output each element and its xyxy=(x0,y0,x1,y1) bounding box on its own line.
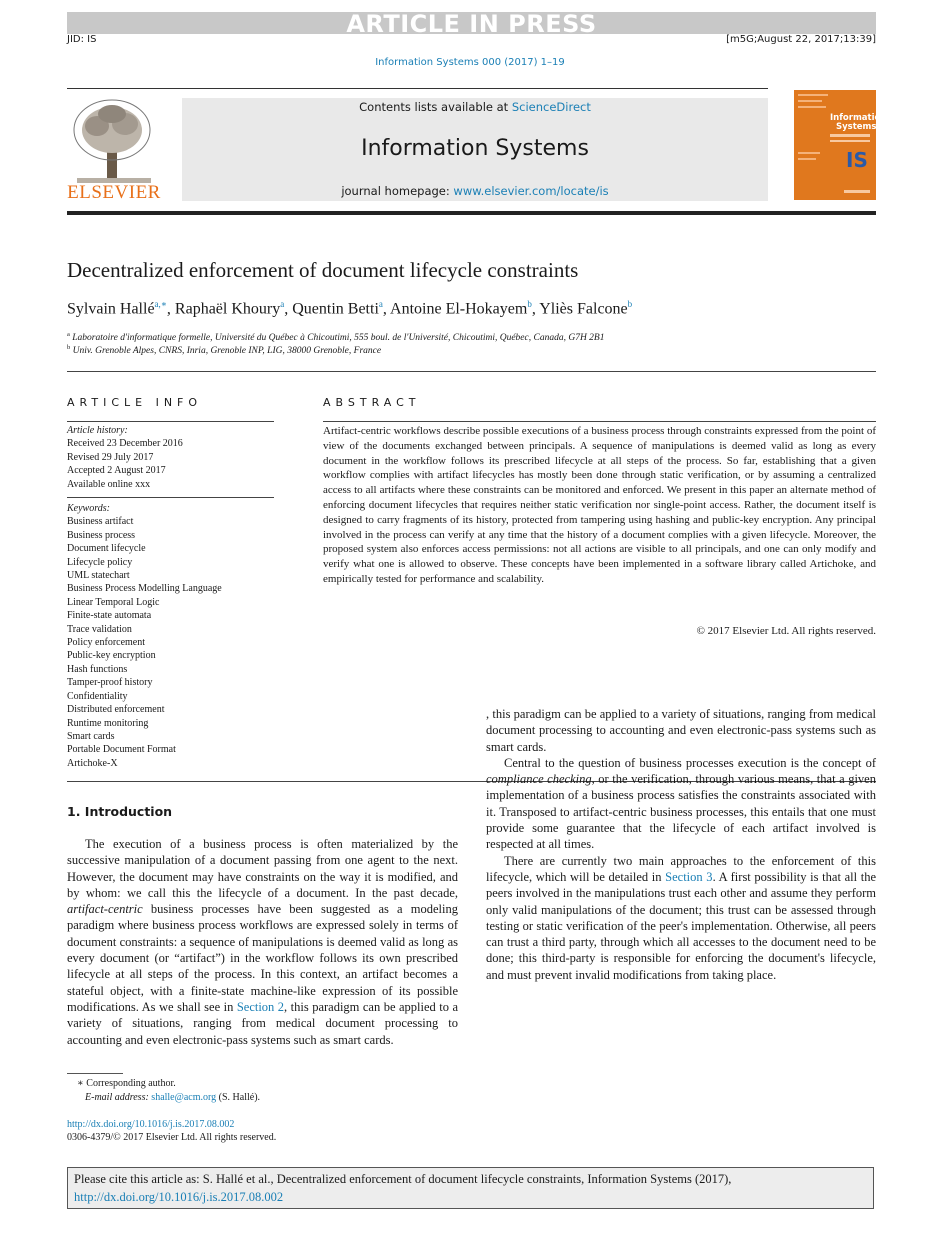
author-name: Yliès Falcone xyxy=(539,300,628,318)
keyword-item: Smart cards xyxy=(67,730,115,742)
header-top-rule xyxy=(67,88,768,89)
author-name: Antoine El-Hokayem xyxy=(390,300,528,318)
keyword-item: Portable Document Format xyxy=(67,744,176,756)
author-list: Sylvain Hallé$^{a,∗}$, Raphaël Khoury$^a$, Quentin Betti$^a$, Antoine El-Hokayem$^b$, Yliès Falcone$^b$ xyxy=(67,299,633,318)
history-label: Article history: xyxy=(67,425,128,436)
jid-label: JID: IS xyxy=(67,34,97,45)
author-affiliation-mark[interactable]: a,∗ xyxy=(154,299,167,309)
abstract-rule xyxy=(323,421,876,422)
intro-paragraph-2: Central to the question of business processes execution is the concept of compliance checking, or the verification, through various means, that a given implementation of a business process satisfies the constraints associated with it. Transposed to artifact-centric business processes, this entails that one must provide some guarantee that the lifecycle of each artifact involved is respected at all times. xyxy=(486,755,876,852)
citation-box xyxy=(67,1167,874,1209)
journal-header-box xyxy=(182,98,768,201)
front-matter-divider xyxy=(67,371,876,372)
article-info-heading: ARTICLE INFO xyxy=(67,396,203,409)
abstract-heading: ABSTRACT xyxy=(323,396,421,409)
keyword-item: Trace validation xyxy=(67,623,132,635)
email-note: E-mail address: shalle@acm.org (S. Hallé). xyxy=(85,1092,261,1103)
keyword-item: Distributed enforcement xyxy=(67,704,165,716)
doi-link[interactable]: http://dx.doi.org/10.1016/j.is.2017.08.002 xyxy=(67,1119,235,1130)
author-name: Quentin Betti xyxy=(292,300,379,318)
intro-paragraph-1-continued: , this paradigm can be applied to a variety of situations, ranging from medical document processing to accounting and even electronic-pass systems such as smart cards. xyxy=(486,707,876,754)
keywords-label: Keywords: xyxy=(67,503,110,514)
affiliation-b: $^b$ Univ. Grenoble Alpes, CNRS, Inria, Grenoble INP, LIG, 38000 Grenoble, France xyxy=(67,344,382,357)
journal-reference[interactable]: Information Systems 000 (2017) 1–19 xyxy=(375,57,565,68)
keyword-item: Document lifecycle xyxy=(67,543,146,555)
footnote-rule xyxy=(67,1073,123,1074)
intro-paragraph-1: The execution of a business process is often materialized by the successive manipulation of a document passing from one agent to the next. However, the document may have constraints on the way it is modified, and by whom: we call this the lifecycle of a document. In the past decade, artifact-centric business processes have been suggested as a modeling paradigm where business process workflows are expressed solely in terms of document constraints: a sequence of manipulations is deemed valid as long as every document (or “artifact”) in the workflow follows its own prescribed lifecycle at all steps of the process. In this context, an artifact becomes a stateful object, with a finite-state machine-like expression of its possible modifications. As we shall see in Section 2, this paradigm can be applied to a variety of situations, ranging from medical document processing to accounting and even electronic-pass systems such as smart cards. xyxy=(67,837,458,1047)
affiliation-b-mark: b xyxy=(67,344,71,351)
keyword-item: Business artifact xyxy=(67,516,134,528)
citation-text: Please cite this article as: S. Hallé et al., Decentralized enforcement of document lifecycle constraints, Information Systems (2017), xyxy=(74,1172,732,1186)
section-2-link[interactable]: Section 2 xyxy=(236,999,285,1014)
build-stamp: [m5G;August 22, 2017;13:39] xyxy=(726,34,876,45)
keyword-item: Confidentiality xyxy=(67,690,128,702)
keyword-item: Finite-state automata xyxy=(67,610,152,622)
keyword-item: Business Process Modelling Language xyxy=(67,583,222,595)
author-affiliation-mark[interactable]: b xyxy=(527,299,532,309)
keywords-list xyxy=(67,502,274,770)
article-info-rule xyxy=(67,421,274,422)
keyword-item: Tamper-proof history xyxy=(67,677,153,689)
author-email-link[interactable]: shalle@acm.org xyxy=(151,1092,217,1103)
homepage-prefix: journal homepage: xyxy=(341,184,454,198)
journal-cover-thumbnail xyxy=(794,90,887,200)
affiliation-a: $^a$ Laboratoire d'informatique formelle, Université du Québec à Chicoutimi, 555 boul. de l'Université, Chicoutimi, Québec, Canada, G7H 2B1 xyxy=(67,331,605,344)
footnote-mark: ∗ xyxy=(77,1078,84,1089)
author-affiliation-mark[interactable]: b xyxy=(627,299,633,309)
cover-title-1: Information xyxy=(830,113,887,123)
abstract-text: Artifact-centric workflows describe possible executions of a business process through constraints expressed from the point of view of the documents exchanged between principals. A sequence of manipulations is deemed valid as long as every document in the workflow follows its prescribed lifecycle at all steps of the process. So far, establishing that a given workflow complies with artifact lifecycles has mostly been done through static verification, or by assuming a centralized access to all artifacts where these constraints can be monitored and enforced. We present in this paper an alternate method of enforcing document lifecycles that requires neither static verification nor single-point access. Rather, the document itself is designed to carry fragments of its history, protected from tampering using hashing and public-key encryption. Any principal involved in the process can verify at any time that the history of a document complies with a given lifecycle. Moreover, the proposed system also enforces access permissions: not all actions are visible to all principals, and one can only modify and verify what one is allowed to observe. These concepts have been implemented in a software library called Artichoke, and empirically tested for performance and scalability. xyxy=(323,425,876,585)
publisher-name: ELSEVIER xyxy=(67,182,161,203)
keyword-item: Linear Temporal Logic xyxy=(67,596,160,608)
journal-homepage-link[interactable]: www.elsevier.com/locate/is xyxy=(453,184,609,198)
keyword-item: Business process xyxy=(67,529,136,541)
article-title: Decentralized enforcement of document lifecycle constraints xyxy=(67,258,579,282)
affiliation-a-mark: a xyxy=(67,331,70,338)
intro-paragraph-3: There are currently two main approaches to the enforcement of this lifecycle, which will be detailed in Section 3. A first possibility is that all the peers involved in the manipulations trust each other and assume they perform only valid manipulations of the document; this trust can be assessed through testing or static verification of the peer's implementation. Otherwise, all peers can trust a third party, through which all accesses to the document need to be done; this third-party is responsible for enforcing the document's lifecycle, and must prevent invalid modifications from taking place. xyxy=(486,853,876,982)
keyword-item: Policy enforcement xyxy=(67,637,146,649)
homepage-line xyxy=(182,184,768,198)
author-name: Raphaël Khoury xyxy=(174,300,281,318)
keyword-item: Hash functions xyxy=(67,663,128,675)
body-right-column xyxy=(486,707,876,1099)
journal-name: Information Systems xyxy=(361,136,589,161)
header-bottom-rule xyxy=(67,211,876,215)
section-3-link[interactable]: Section 3 xyxy=(665,869,713,884)
introduction-heading: 1. Introduction xyxy=(67,804,173,819)
keyword-item: Lifecycle policy xyxy=(67,556,133,568)
article-history xyxy=(67,424,274,491)
cover-is-logo: IS xyxy=(846,148,868,172)
contents-prefix: Contents lists available at xyxy=(359,100,512,114)
contents-line xyxy=(182,100,768,114)
sciencedirect-link[interactable]: ScienceDirect xyxy=(511,100,591,114)
citation-doi-link[interactable]: http://dx.doi.org/10.1016/j.is.2017.08.002 xyxy=(74,1190,284,1204)
author-affiliation-mark[interactable]: a xyxy=(378,299,383,309)
received-date: Received 23 December 2016 xyxy=(67,438,183,450)
cover-title-2: Systems xyxy=(836,122,877,132)
keyword-item: Artichoke-X xyxy=(67,757,118,769)
article-in-press-banner: ARTICLE IN PRESS xyxy=(67,12,876,34)
abstract-copyright: © 2017 Elsevier Ltd. All rights reserved. xyxy=(696,625,876,637)
issn-copyright: 0306-4379/© 2017 Elsevier Ltd. All rights reserved. xyxy=(67,1132,277,1143)
keyword-item: Public-key encryption xyxy=(67,650,156,662)
author-name: Sylvain Hallé xyxy=(67,300,155,318)
revised-date: Revised 29 July 2017 xyxy=(67,451,154,463)
corresponding-author-note: ∗ Corresponding author. xyxy=(77,1078,176,1089)
accepted-date: Accepted 2 August 2017 xyxy=(67,465,166,477)
body-left-column xyxy=(67,836,458,1050)
elsevier-logo xyxy=(67,96,161,204)
keyword-item: UML statechart xyxy=(67,570,130,582)
online-date: Available online xxx xyxy=(67,478,151,490)
keyword-item: Runtime monitoring xyxy=(67,717,149,729)
keywords-rule xyxy=(67,497,274,498)
author-affiliation-mark[interactable]: a xyxy=(280,299,285,309)
